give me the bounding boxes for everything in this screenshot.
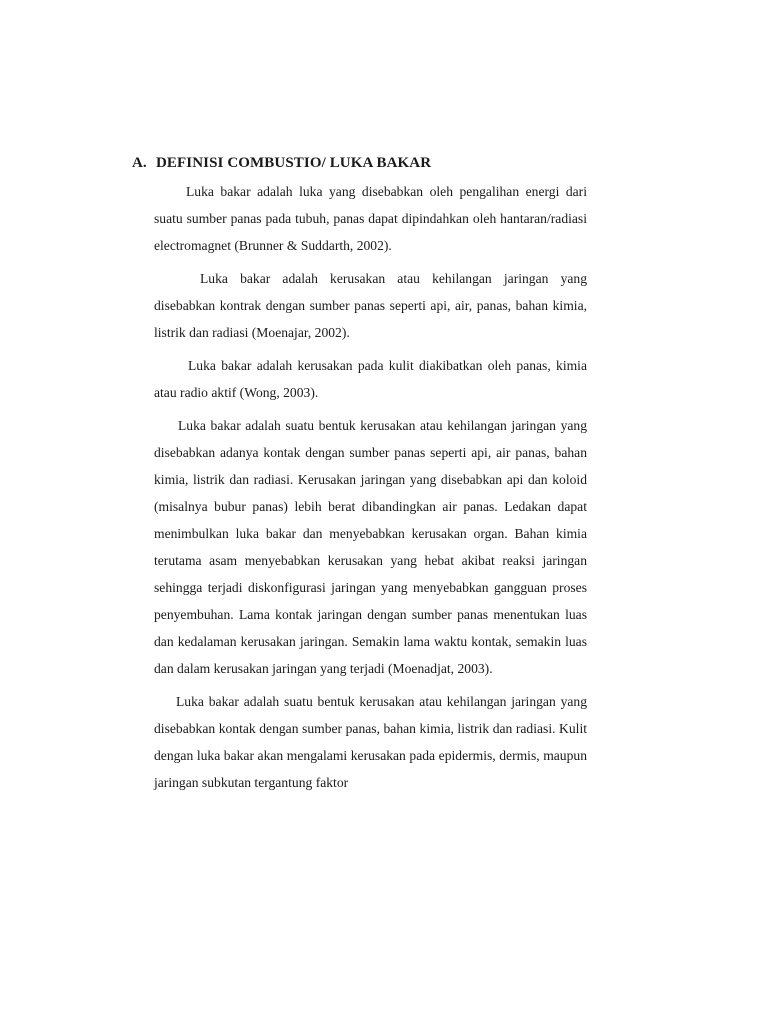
paragraph-1: Luka bakar adalah luka yang disebabkan oleh pengalihan energi dari suatu sumber panas pada tubuh, panas dapat dipindahkan oleh hantaran/radiasi electromagnet (Brunner & Suddarth, 2002). xyxy=(154,184,587,253)
paragraph-4: Luka bakar adalah suatu bentuk kerusakan atau kehilangan jaringan yang disebabkan adanya kontak dengan sumber panas seperti api, air panas, bahan kimia, listrik dan radiasi. Kerusakan jaringan yang disebabkan api dan koloid (misalnya bubur panas) lebih berat dibandingkan air panas. Ledakan dapat menimbulkan luka bakar dan menyebabkan kerusakan organ. Bahan kimia terutama asam menyebabkan kerusakan yang hebat akibat reaksi jaringan sehingga terjadi diskonfigurasi jaringan yang menyebabkan gangguan proses penyembuhan. Lama kontak jaringan dengan sumber panas menentukan luas dan kedalaman kerusakan jaringan. Semakin lama waktu kontak, semakin luas dan dalam kerusakan jaringan yang terjadi (Moenadjat, 2003). xyxy=(154,418,587,676)
paragraph-2: Luka bakar adalah kerusakan atau kehilangan jaringan yang disebabkan kontrak dengan sumber panas seperti api, air, panas, bahan kimia, listrik dan radiasi (Moenajar, 2002). xyxy=(154,271,587,340)
paragraph-3: Luka bakar adalah kerusakan pada kulit diakibatkan oleh panas, kimia atau radio aktif (Wong, 2003). xyxy=(154,358,587,400)
section-number: A. xyxy=(132,155,147,171)
document-body xyxy=(154,178,587,802)
section-heading xyxy=(132,155,431,172)
paragraph-5: Luka bakar adalah suatu bentuk kerusakan atau kehilangan jaringan yang disebabkan kontak dengan sumber panas, bahan kimia, listrik dan radiasi. Kulit dengan luka bakar akan mengalami kerusakan pada epidermis, dermis, maupun jaringan subkutan tergantung faktor xyxy=(154,694,587,790)
section-title: DEFINISI COMBUSTIO/ LUKA BAKAR xyxy=(156,155,432,171)
